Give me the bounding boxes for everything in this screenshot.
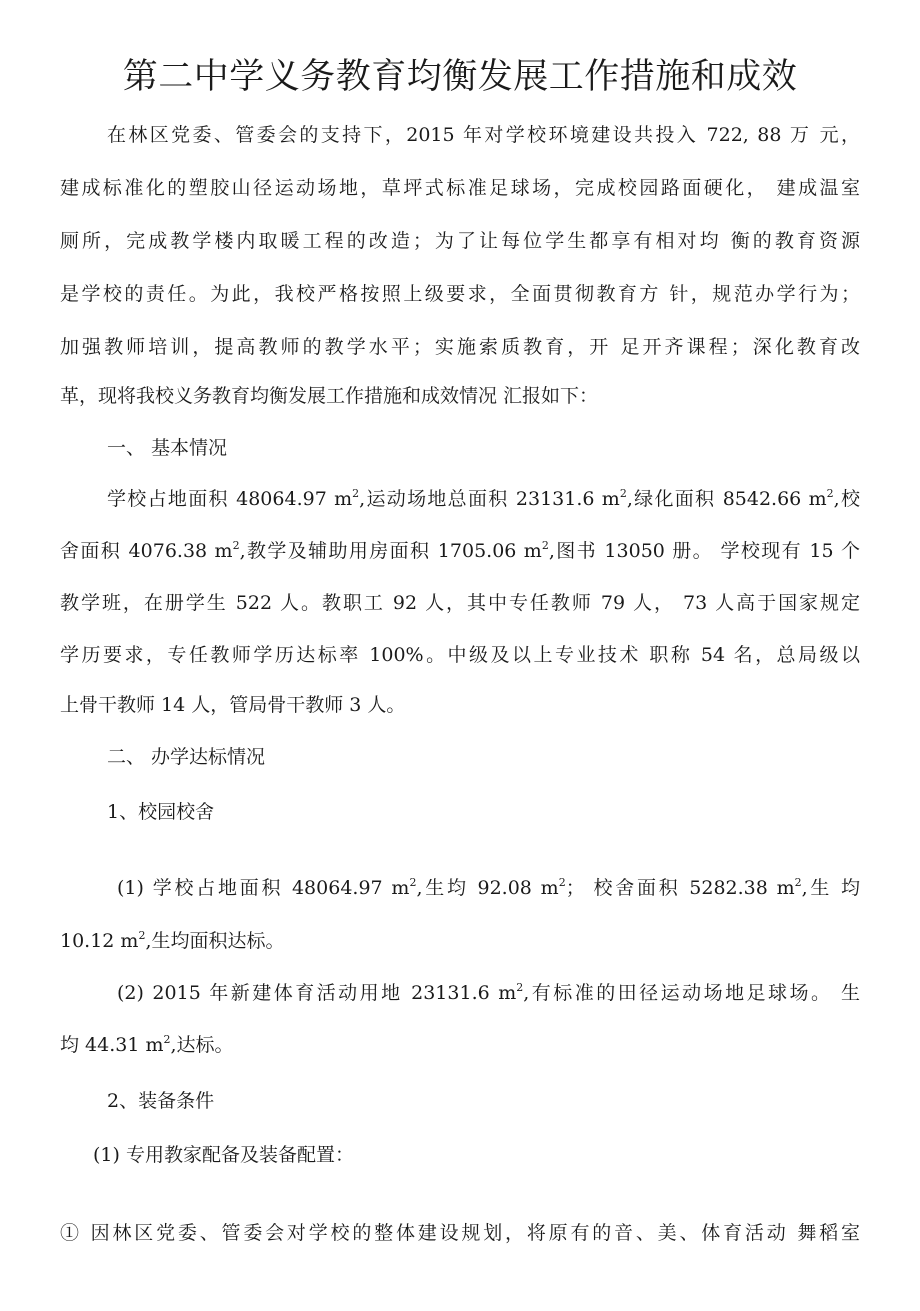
intro-line-5: 加强教师培训，提高教师的教学水平；实施索质教育，开 足开齐课程；深化教育改 [60, 336, 860, 358]
sup-mark: 2 [794, 876, 802, 889]
basic-line-1-a: 学校占地面积 48064.97 m [107, 488, 353, 510]
subheading-campus: 1、校园校舍 [107, 801, 215, 823]
campus-item-2-line-1: (2) 2015 年新建体育活动用地 23131.6 $m^2$,有标准的田径运动场地足球场。 生 [117, 981, 860, 1004]
sup-mark: 2 [232, 539, 240, 552]
basic-line-1-d: ,校 [833, 488, 860, 510]
intro-line-1: 在林区党委、管委会的支持下，2015 年对学校环境建设共投入 722, 88 万 元， [107, 124, 860, 146]
campus-item-2-line-2: 均 44.31 $m^2$,达标。 [60, 1033, 234, 1056]
equipment-item-1: (1) 专用教家配备及装备配置： [93, 1144, 354, 1166]
sup-mark: 2 [541, 539, 549, 552]
sup-mark: 2 [826, 487, 834, 500]
sup-mark: 2 [163, 1033, 171, 1046]
basic-line-2-a: 舍面积 4076.38 m [60, 540, 233, 562]
campus-item-1-line-2: 10.12 $m^2$,生均面积达标。 [60, 929, 285, 952]
document-title: 第二中学义务教育均衡发展工作措施和成效 [122, 57, 798, 97]
basic-line-5: 上骨干教师 14 人，管局骨干教师 3 人。 [60, 694, 406, 716]
basic-line-2 [60, 536, 860, 566]
intro-line-3: 厕所，完成教学楼内取暖工程的改造；为了让每位学生都享有相对均 衡的教育资源 [60, 230, 860, 252]
basic-line-3: 教学班，在册学生 522 人。教职工 92 人，其中专任教师 79 人， 73 人高于国家规定 [60, 592, 860, 614]
sup-mark: 2 [138, 929, 146, 942]
basic-line-1 [107, 484, 860, 514]
section-heading-basic: 一、 基本情况 [107, 437, 228, 459]
sup-mark: 2 [352, 487, 360, 500]
intro-line-6: 革，现将我校义务教育均衡发展工作措施和成效情况 汇报如下： [60, 385, 599, 407]
section-heading-standards: 二、 办学达标情况 [107, 746, 266, 768]
intro-line-4: 是学校的责任。为此，我校严格按照上级要求，全面贯彻教育方 针，规范办学行为； [60, 283, 860, 305]
basic-line-1-c: ,绿化面积 8542.66 m [626, 488, 827, 510]
basic-line-2-b: ,教学及辅助用房面积 1705.06 m [239, 540, 542, 562]
equipment-circle-item-1: ① 因林区党委、管委会对学校的整体建设规划，将原有的音、美、体育活动 舞稻室 [60, 1222, 860, 1244]
campus-item-1-line-1: (1) 学校占地面积 48064.97 $m^2$,生均 92.08 $m^2$； 校舍面积 5282.38 $m^2$,生 均 [117, 876, 860, 899]
basic-line-1-b: ,运动场地总面积 23131.6 m [359, 488, 620, 510]
intro-line-2: 建成标准化的塑胶山径运动场地，草坪式标准足球场，完成校园路面硬化， 建成温室 [60, 177, 860, 199]
sup-mark: 2 [619, 487, 627, 500]
subheading-equipment: 2、装备条件 [107, 1090, 215, 1112]
sup-mark: 2 [409, 876, 417, 889]
sup-mark: 2 [558, 876, 566, 889]
sup-mark: 2 [516, 981, 524, 994]
basic-line-2-c: ,图书 13050 册。 学校现有 15 个 [548, 540, 860, 562]
basic-line-4: 学历要求，专任教师学历达标率 100%。中级及以上专业技术 职称 54 名，总局级以 [60, 644, 860, 666]
